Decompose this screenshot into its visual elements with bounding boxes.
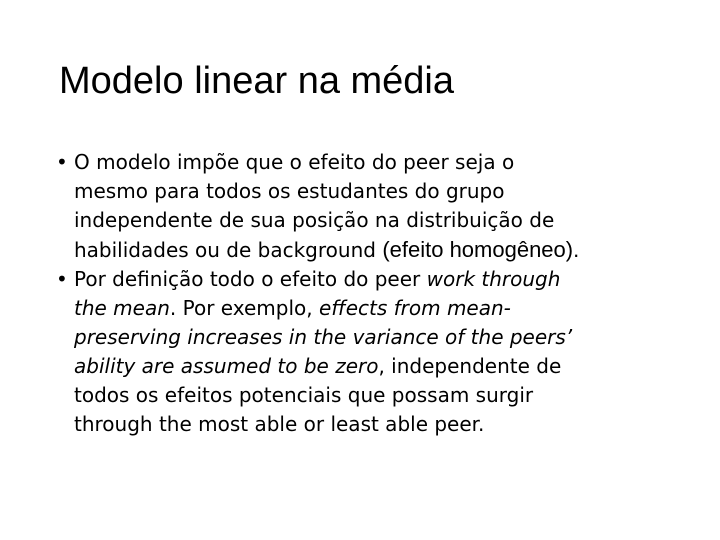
bullet-text-italic: ability are assumed to be zero bbox=[74, 354, 379, 378]
bullet-text-italic: the mean bbox=[74, 296, 170, 320]
bullet-text-line bbox=[74, 352, 696, 381]
bullet-text-line bbox=[74, 323, 696, 352]
bullet-homogeneous-effect bbox=[56, 148, 696, 265]
bullet-text-italic: work through bbox=[426, 267, 561, 291]
bullet-text-line: todos os efeitos potenciais que possam surgir bbox=[74, 383, 534, 407]
bullet-text-segment: , independente de bbox=[378, 354, 562, 378]
bullet-text-line: through the most able or least able peer. bbox=[74, 412, 485, 436]
bullet-text-line: O modelo impõe que o efeito do peer seja o bbox=[74, 150, 515, 174]
bullet-text-line: mesmo para todos os estudantes do grupo bbox=[74, 179, 505, 203]
bullet-text-line bbox=[74, 294, 696, 323]
bullet-text-italic: preserving increases in the variance of the peers’ bbox=[74, 325, 573, 349]
slide-title: Modelo linear na média bbox=[59, 60, 455, 102]
bullet-list bbox=[56, 148, 696, 439]
bullet-text-italic: effects from mean- bbox=[318, 296, 511, 320]
bullet-text-line: independente de sua posição na distribuição de bbox=[74, 208, 555, 232]
bullet-icon: • bbox=[56, 150, 68, 174]
bullet-text-segment: Por definição todo o efeito do peer bbox=[74, 267, 427, 291]
bullet-text-line bbox=[74, 235, 696, 265]
bullet-icon: • bbox=[56, 267, 68, 291]
bullet-text-emphasis: (efeito homogêneo). bbox=[382, 237, 580, 262]
bullet-text-segment: . Por exemplo, bbox=[169, 296, 319, 320]
bullet-text-segment: habilidades ou de background bbox=[74, 238, 383, 262]
bullet-mean-effect bbox=[56, 265, 696, 439]
bullet-text-line bbox=[74, 265, 696, 294]
